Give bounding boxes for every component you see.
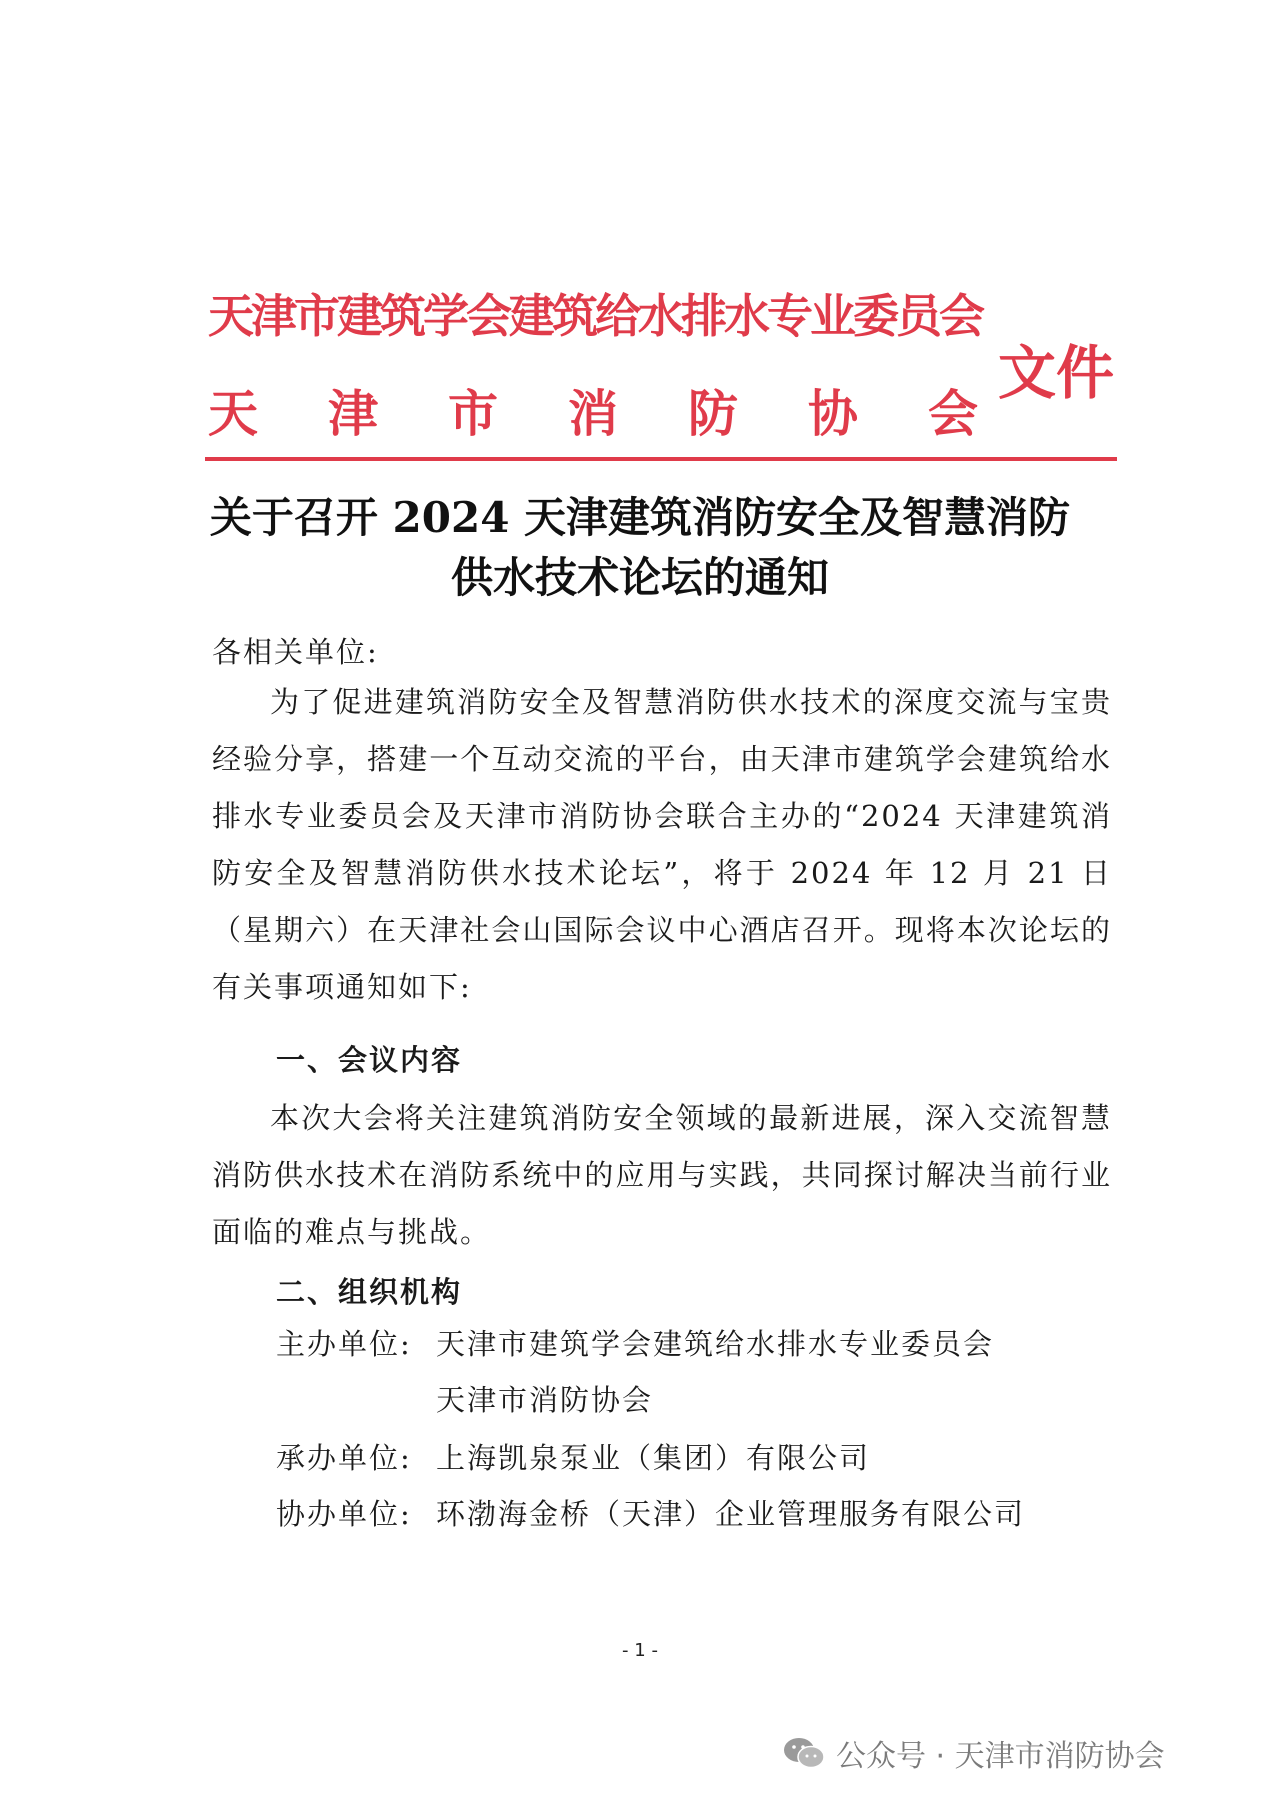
letterhead-org-2-char: 消: [568, 385, 618, 443]
content-paragraph: 本次大会将关注建筑消防安全领域的最新进展，深入交流智慧消防供水技术在消防系统中的应用与实践，共同探讨解决当前行业面临的难点与挑战。: [212, 1101, 1112, 1249]
host-row-2: [436, 1378, 653, 1419]
letterhead-org-2-char: 会: [928, 385, 978, 443]
letterhead-doc-suffix: 文件: [998, 339, 1115, 407]
undertake-row: [276, 1436, 870, 1477]
assist-label: 协办单位:: [276, 1497, 412, 1531]
undertake-value: 上海凯泉泵业（集团）有限公司: [436, 1441, 871, 1475]
host-row: [276, 1322, 994, 1363]
wechat-icon: [782, 1735, 826, 1771]
document-title: [180, 488, 1100, 608]
letterhead-org-1: 天津市建筑学会建筑给水排水专业委员会: [208, 289, 982, 343]
undertake-label: 承办单位:: [276, 1441, 412, 1475]
document-title-line-2: 供水技术论坛的通知: [450, 553, 829, 602]
host-label: 主办单位:: [276, 1327, 412, 1361]
assist-row: [276, 1492, 1025, 1533]
letterhead: [208, 268, 1118, 458]
letterhead-org-2-char: 津: [328, 385, 378, 443]
letterhead-org-2-char: 天: [208, 385, 258, 443]
document-title-line-1: 关于召开 2024 天津建筑消防安全及智慧消防: [209, 493, 1071, 542]
page-number: - 1 -: [622, 1640, 658, 1661]
letterhead-org-2: [208, 374, 978, 446]
salutation: 各相关单位:: [212, 635, 379, 669]
section-heading-organization: 二、组织机构: [276, 1275, 463, 1309]
assist-value: 环渤海金桥（天津）企业管理服务有限公司: [436, 1497, 1026, 1531]
letterhead-org-2-char: 市: [448, 385, 498, 443]
letterhead-org-2-char: 防: [688, 385, 738, 443]
intro-paragraph: 为了促进建筑消防安全及智慧消防供水技术的深度交流与宝贵经验分享，搭建一个互动交流的平台，由天津市建筑学会建筑给水排水专业委员会及天津市消防协会联合主办的“2024 天津建筑消防安全及智慧消防供水技术论坛”，将于 2024 年 12 月 21 日（星期六）在天津社会山国际会议中心酒店召开。现将本次论坛的有关事项通知如下:: [212, 685, 1112, 1004]
letterhead-divider: [205, 457, 1117, 461]
section-heading-content: 一、会议内容: [276, 1043, 463, 1077]
host-value-2: 天津市消防协会: [436, 1383, 654, 1417]
letterhead-org-2-char: 协: [808, 385, 858, 443]
watermark-text: 公众号 · 天津市消防协会: [836, 1739, 1165, 1774]
host-value-1: 天津市建筑学会建筑给水排水专业委员会: [436, 1327, 995, 1361]
watermark: [782, 1730, 1165, 1776]
